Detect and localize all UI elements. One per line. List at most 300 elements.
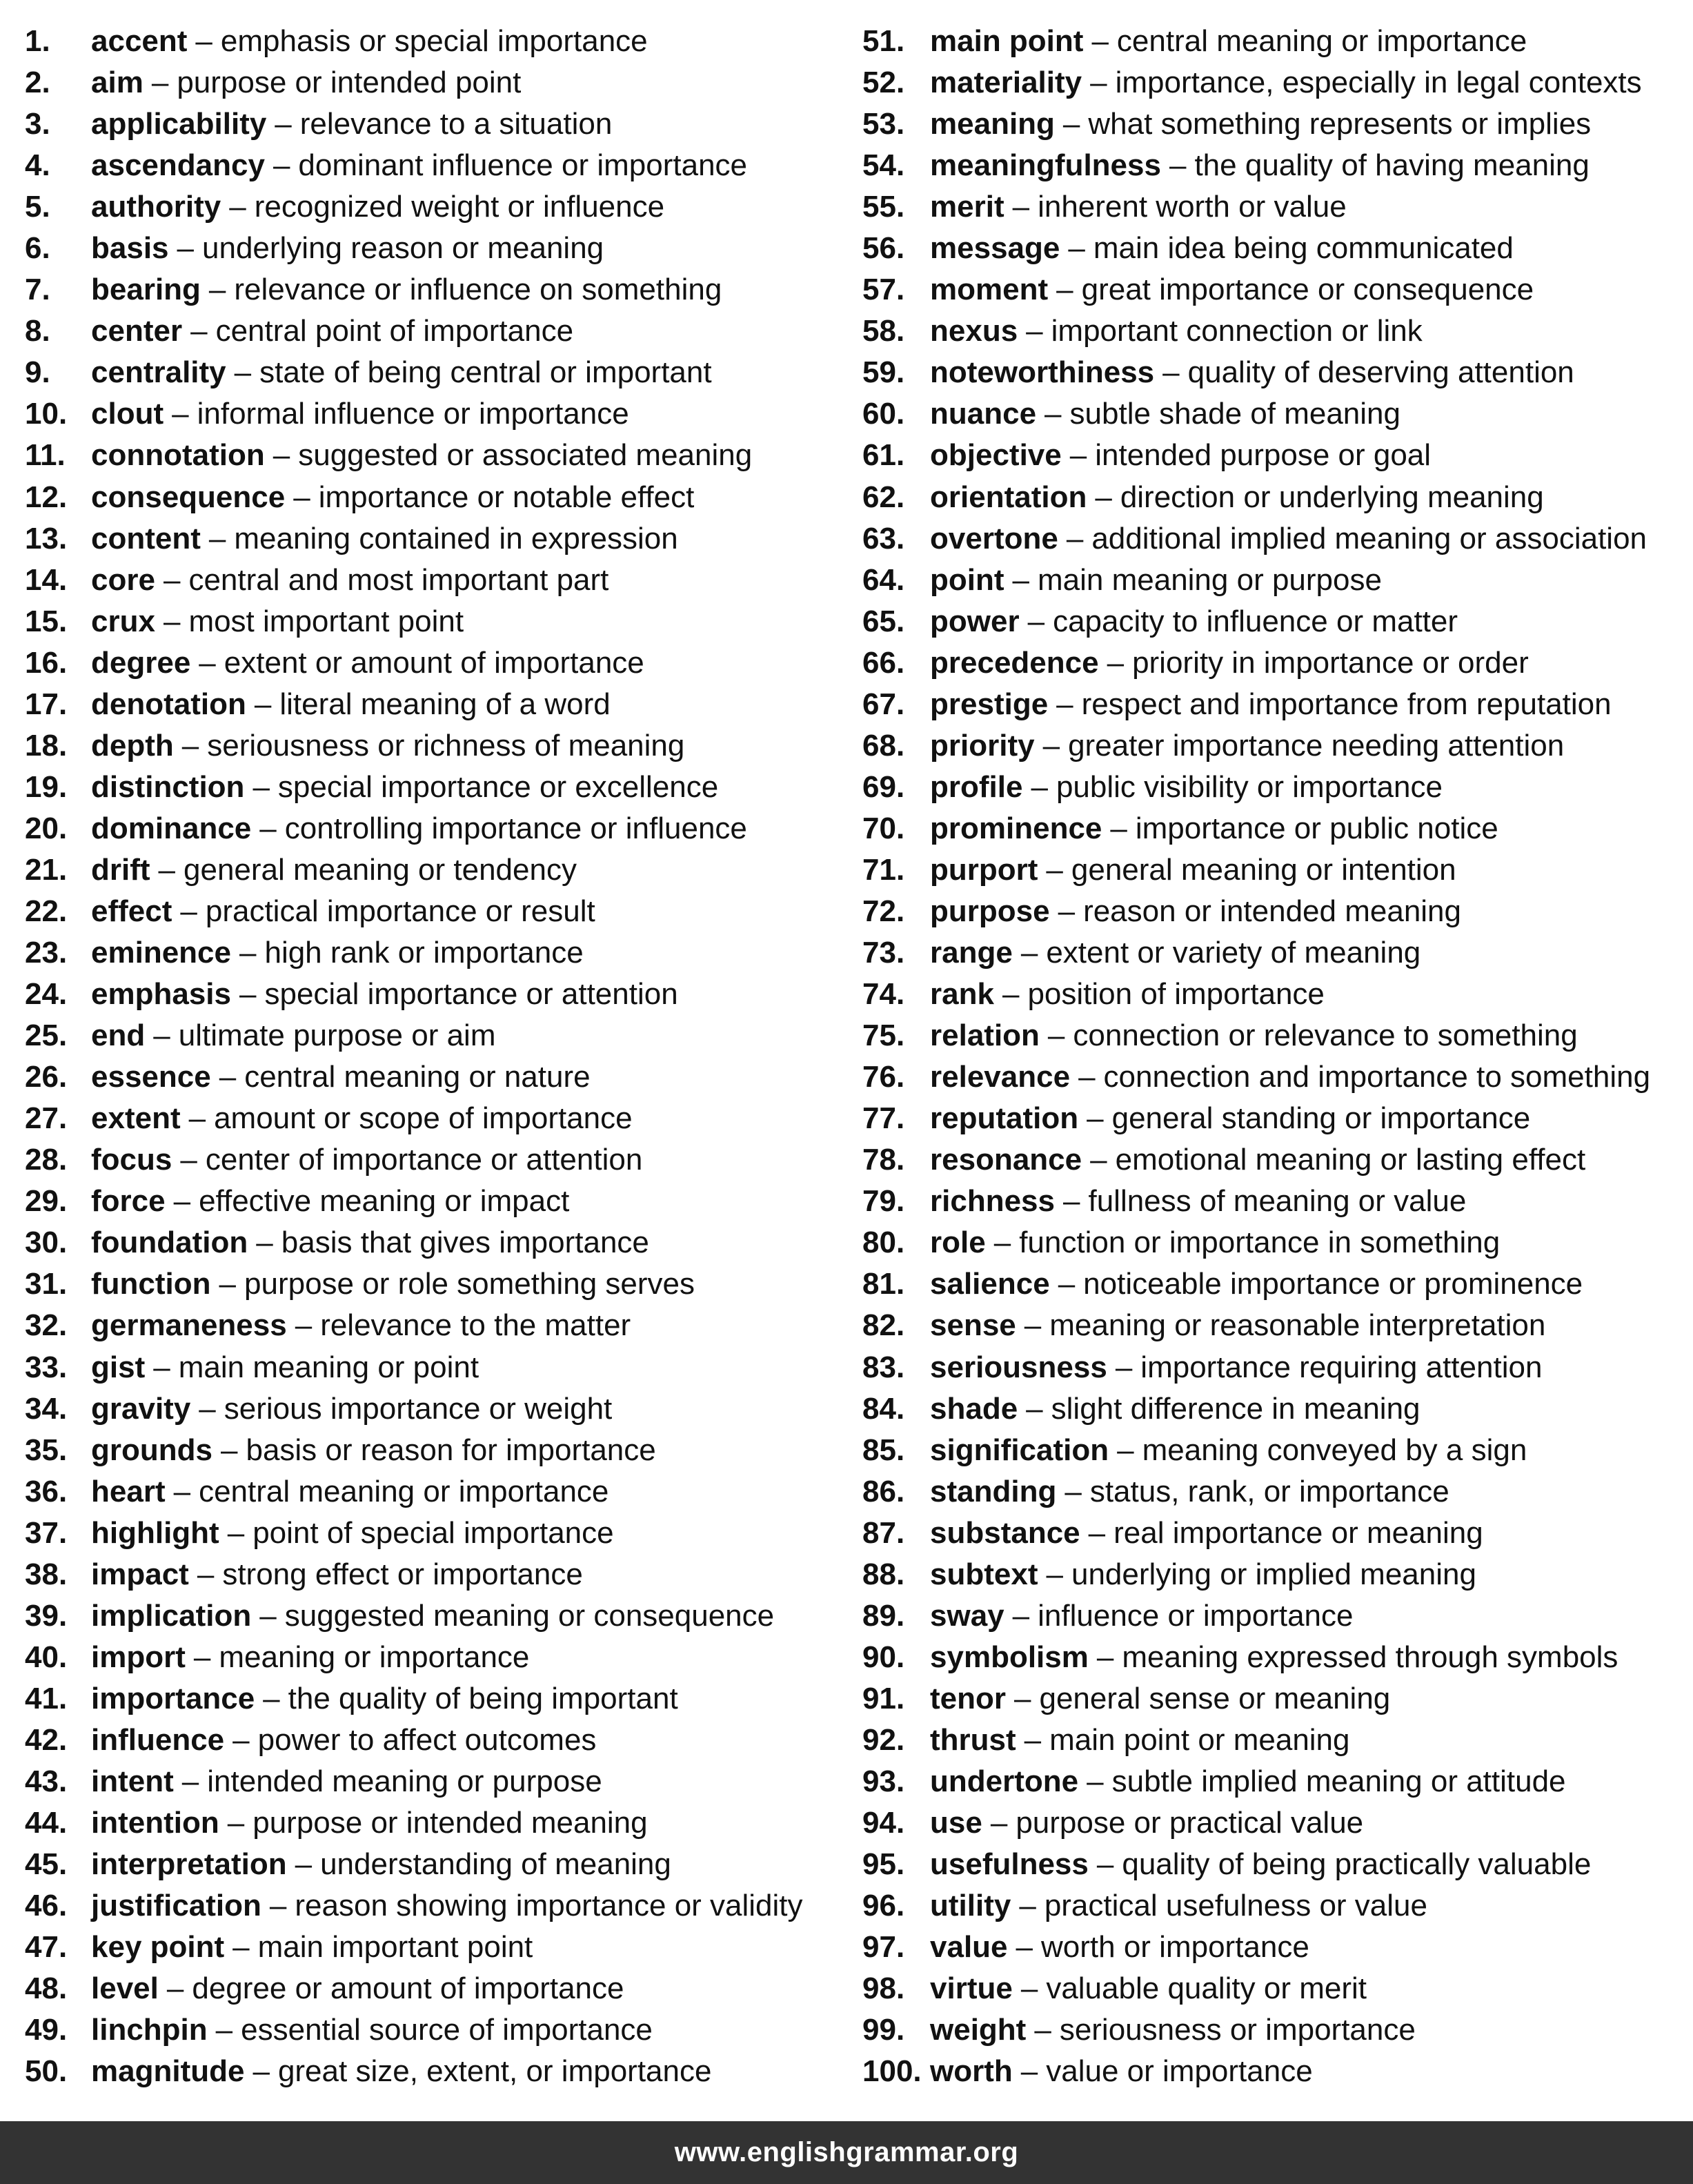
- item-definition: relevance to a situation: [299, 107, 613, 141]
- item-definition: meaning contained in expression: [234, 521, 678, 555]
- list-item: [25, 1098, 853, 1139]
- list-item: [862, 393, 1690, 435]
- item-word: symbolism: [930, 1640, 1089, 1674]
- item-number: 99.: [862, 2013, 905, 2047]
- item-definition: main meaning or purpose: [1038, 562, 1382, 597]
- item-separator: –: [1024, 1308, 1042, 1343]
- item-separator: –: [153, 1350, 170, 1384]
- item-number: 66.: [862, 645, 905, 680]
- list-item: [25, 145, 853, 186]
- item-number: 60.: [862, 397, 905, 431]
- item-definition: meaning expressed through symbols: [1122, 1640, 1618, 1674]
- list-item: [862, 642, 1690, 684]
- item-separator: –: [295, 1847, 313, 1882]
- item-separator: –: [1044, 397, 1062, 431]
- item-separator: –: [253, 769, 270, 804]
- list-item: [862, 891, 1690, 932]
- item-word: impact: [91, 1557, 189, 1591]
- footer-bar: [0, 2121, 1693, 2184]
- list-item: [25, 104, 853, 145]
- item-word: signification: [930, 1433, 1109, 1467]
- item-definition: emotional meaning or lasting effect: [1115, 1143, 1586, 1177]
- item-definition: controlling importance or influence: [284, 811, 747, 845]
- item-separator: –: [269, 1889, 287, 1923]
- item-number: 65.: [862, 604, 905, 638]
- item-word: magnitude: [91, 2054, 245, 2089]
- item-number: 80.: [862, 1226, 905, 1260]
- item-definition: connection or relevance to something: [1073, 1019, 1578, 1053]
- item-number: 6.: [25, 231, 50, 266]
- item-separator: –: [1068, 231, 1085, 266]
- item-definition: importance or notable effect: [318, 480, 695, 514]
- item-word: centrality: [91, 355, 226, 390]
- list-item: [862, 269, 1690, 311]
- item-number: 26.: [25, 1060, 68, 1094]
- list-item: [25, 1678, 853, 1720]
- item-definition: great size, extent, or importance: [277, 2054, 712, 2089]
- list-item: [862, 518, 1690, 560]
- item-definition: quality of deserving attention: [1187, 355, 1574, 390]
- item-definition: meaning or importance: [219, 1640, 530, 1674]
- item-separator: –: [220, 1433, 238, 1467]
- item-number: 24.: [25, 977, 68, 1012]
- item-definition: reason or intended meaning: [1083, 894, 1461, 928]
- item-number: 28.: [25, 1143, 68, 1177]
- item-word: shade: [930, 1391, 1018, 1426]
- list-item: [25, 1181, 853, 1222]
- item-definition: importance, especially in legal contexts: [1115, 66, 1642, 100]
- item-number: 55.: [862, 190, 905, 224]
- item-definition: most important point: [188, 604, 464, 638]
- item-word: virtue: [930, 1971, 1013, 2006]
- item-word: utility: [930, 1889, 1011, 1923]
- item-word: objective: [930, 438, 1062, 473]
- list-item: [25, 1263, 853, 1305]
- item-definition: suggested or associated meaning: [298, 438, 753, 473]
- item-definition: seriousness or richness of meaning: [207, 728, 685, 763]
- item-separator: –: [1096, 1847, 1114, 1882]
- item-definition: essential source of importance: [241, 2013, 653, 2047]
- item-definition: extent or amount of importance: [224, 645, 644, 680]
- item-number: 85.: [862, 1433, 905, 1467]
- item-number: 40.: [25, 1640, 68, 1674]
- item-number: 63.: [862, 521, 905, 555]
- item-definition: relevance to the matter: [320, 1308, 631, 1343]
- item-definition: reason showing importance or validity: [295, 1889, 803, 1923]
- item-number: 2.: [25, 66, 50, 100]
- item-word: essence: [91, 1060, 211, 1094]
- list-item: [862, 725, 1690, 767]
- item-number: 76.: [862, 1060, 905, 1094]
- item-word: implication: [91, 1598, 252, 1633]
- list-item: [25, 186, 853, 228]
- item-number: 47.: [25, 1930, 68, 1965]
- item-word: authority: [91, 190, 221, 224]
- item-word: extent: [91, 1101, 181, 1136]
- item-definition: relevance or influence on something: [234, 273, 722, 307]
- list-item: [862, 228, 1690, 269]
- list-item: [862, 311, 1690, 352]
- item-separator: –: [229, 190, 246, 224]
- list-item: [862, 974, 1690, 1015]
- item-separator: –: [173, 1474, 191, 1508]
- item-word: end: [91, 1019, 146, 1053]
- item-word: range: [930, 936, 1013, 970]
- list-item: [862, 808, 1690, 849]
- item-number: 83.: [862, 1350, 905, 1384]
- item-definition: state of being central or important: [259, 355, 712, 390]
- item-definition: ultimate purpose or aim: [178, 1019, 496, 1053]
- item-word: precedence: [930, 645, 1099, 680]
- item-definition: position of importance: [1027, 977, 1325, 1012]
- item-number: 78.: [862, 1143, 905, 1177]
- item-word: relation: [930, 1019, 1040, 1053]
- item-definition: status, rank, or importance: [1089, 1474, 1449, 1508]
- item-separator: –: [151, 66, 169, 100]
- item-separator: –: [173, 1184, 191, 1219]
- item-definition: importance or public notice: [1135, 811, 1498, 845]
- list-item: [862, 1139, 1690, 1181]
- item-word: resonance: [930, 1143, 1082, 1177]
- list-item: [25, 891, 853, 932]
- item-separator: –: [1012, 562, 1029, 597]
- list-item: [25, 1595, 853, 1637]
- item-word: distinction: [91, 769, 245, 804]
- item-definition: central meaning or importance: [199, 1474, 609, 1508]
- item-definition: special importance or attention: [264, 977, 678, 1012]
- item-number: 88.: [862, 1557, 905, 1591]
- item-separator: –: [177, 231, 194, 266]
- item-definition: effective meaning or impact: [199, 1184, 570, 1219]
- item-separator: –: [239, 977, 257, 1012]
- item-separator: –: [1058, 1267, 1076, 1301]
- item-separator: –: [1062, 107, 1080, 141]
- list-item: [25, 1056, 853, 1098]
- item-number: 33.: [25, 1350, 68, 1384]
- item-definition: important connection or link: [1051, 314, 1423, 348]
- item-word: overtone: [930, 521, 1058, 555]
- item-separator: –: [1090, 66, 1107, 100]
- item-separator: –: [172, 397, 189, 431]
- item-number: 18.: [25, 728, 68, 763]
- item-definition: meaning or reasonable interpretation: [1049, 1308, 1546, 1343]
- item-definition: central and most important part: [188, 562, 609, 597]
- item-separator: –: [273, 438, 290, 473]
- item-definition: the quality of being important: [288, 1681, 678, 1715]
- item-number: 51.: [862, 24, 905, 58]
- item-definition: valuable quality or merit: [1046, 1971, 1367, 2006]
- item-separator: –: [199, 645, 216, 680]
- item-separator: –: [197, 1557, 215, 1591]
- list-item: [25, 767, 853, 808]
- item-number: 84.: [862, 1391, 905, 1426]
- item-word: degree: [91, 645, 191, 680]
- item-word: rank: [930, 977, 994, 1012]
- item-definition: main idea being communicated: [1093, 231, 1514, 266]
- item-number: 9.: [25, 355, 50, 390]
- list-item: [25, 849, 853, 891]
- item-separator: –: [193, 1640, 211, 1674]
- item-number: 45.: [25, 1847, 68, 1882]
- item-number: 61.: [862, 438, 905, 473]
- item-word: noteworthiness: [930, 355, 1155, 390]
- item-definition: great importance or consequence: [1081, 273, 1534, 307]
- item-number: 92.: [862, 1722, 905, 1757]
- item-word: sway: [930, 1598, 1004, 1633]
- word-list-right-column: [862, 21, 1690, 2092]
- item-word: function: [91, 1267, 211, 1301]
- item-word: relevance: [930, 1060, 1071, 1094]
- item-number: 8.: [25, 314, 50, 348]
- item-number: 79.: [862, 1184, 905, 1219]
- item-separator: –: [1117, 1433, 1134, 1467]
- item-number: 64.: [862, 562, 905, 597]
- item-separator: –: [219, 1060, 237, 1094]
- list-item: [25, 1347, 853, 1388]
- item-separator: –: [208, 273, 226, 307]
- item-word: level: [91, 1971, 159, 2006]
- list-item: [25, 974, 853, 1015]
- item-definition: suggested meaning or consequence: [284, 1598, 775, 1633]
- item-word: point: [930, 562, 1004, 597]
- item-definition: underlying reason or meaning: [202, 231, 604, 266]
- item-separator: –: [1046, 852, 1063, 887]
- list-item: [862, 1802, 1690, 1844]
- item-definition: slight difference in meaning: [1051, 1391, 1420, 1426]
- item-separator: –: [1107, 645, 1125, 680]
- item-word: salience: [930, 1267, 1050, 1301]
- item-definition: inherent worth or value: [1038, 190, 1347, 224]
- item-word: import: [91, 1640, 186, 1674]
- item-number: 20.: [25, 811, 68, 845]
- item-definition: practical importance or result: [205, 894, 595, 928]
- item-number: 23.: [25, 936, 68, 970]
- list-item: [25, 1802, 853, 1844]
- list-item: [862, 104, 1690, 145]
- item-number: 49.: [25, 2013, 68, 2047]
- item-separator: –: [1034, 2013, 1051, 2047]
- list-item: [862, 1637, 1690, 1678]
- item-word: weight: [930, 2013, 1027, 2047]
- item-separator: –: [253, 2054, 270, 2089]
- item-separator: –: [1027, 604, 1045, 638]
- item-separator: –: [1096, 1640, 1114, 1674]
- item-word: heart: [91, 1474, 166, 1508]
- item-number: 16.: [25, 645, 68, 680]
- item-word: ascendancy: [91, 148, 265, 183]
- item-number: 69.: [862, 769, 905, 804]
- list-item: [25, 1554, 853, 1595]
- item-word: intent: [91, 1764, 174, 1798]
- item-word: sense: [930, 1308, 1016, 1343]
- item-number: 68.: [862, 728, 905, 763]
- item-word: subtext: [930, 1557, 1038, 1591]
- item-word: key point: [91, 1930, 225, 1965]
- item-word: orientation: [930, 480, 1087, 514]
- list-item: [25, 1139, 853, 1181]
- item-definition: main meaning or point: [178, 1350, 479, 1384]
- item-number: 30.: [25, 1226, 68, 1260]
- list-item: [862, 1927, 1690, 1968]
- item-definition: main important point: [257, 1930, 533, 1965]
- item-number: 41.: [25, 1681, 68, 1715]
- item-number: 73.: [862, 936, 905, 970]
- item-number: 54.: [862, 148, 905, 183]
- item-definition: recognized weight or influence: [254, 190, 665, 224]
- item-number: 38.: [25, 1557, 68, 1591]
- item-number: 44.: [25, 1806, 68, 1840]
- item-word: center: [91, 314, 183, 348]
- item-separator: –: [232, 1722, 250, 1757]
- list-item: [862, 684, 1690, 725]
- list-item: [862, 1347, 1690, 1388]
- item-word: moment: [930, 273, 1049, 307]
- item-definition: central meaning or nature: [244, 1060, 591, 1094]
- item-word: drift: [91, 852, 150, 887]
- item-separator: –: [180, 1143, 197, 1177]
- item-number: 35.: [25, 1433, 68, 1467]
- item-definition: underlying or implied meaning: [1071, 1557, 1476, 1591]
- list-item: [862, 560, 1690, 601]
- item-separator: –: [1020, 936, 1038, 970]
- item-definition: greater importance needing attention: [1068, 728, 1565, 763]
- item-word: prominence: [930, 811, 1102, 845]
- item-number: 98.: [862, 1971, 905, 2006]
- item-definition: meaning conveyed by a sign: [1142, 1433, 1527, 1467]
- item-number: 42.: [25, 1722, 68, 1757]
- item-definition: purpose or practical value: [1016, 1806, 1364, 1840]
- item-word: consequence: [91, 480, 286, 514]
- item-word: intention: [91, 1806, 219, 1840]
- item-number: 36.: [25, 1474, 68, 1508]
- list-item: [862, 1222, 1690, 1263]
- item-word: applicability: [91, 107, 267, 141]
- item-separator: –: [227, 1806, 245, 1840]
- item-word: reputation: [930, 1101, 1079, 1136]
- list-item: [25, 1844, 853, 1885]
- item-separator: –: [1066, 521, 1084, 555]
- item-separator: –: [1046, 1557, 1063, 1591]
- item-separator: –: [293, 480, 310, 514]
- item-definition: influence or importance: [1038, 1598, 1354, 1633]
- item-word: meaning: [930, 107, 1055, 141]
- item-definition: understanding of meaning: [320, 1847, 671, 1882]
- item-definition: central meaning or importance: [1116, 24, 1527, 58]
- item-definition: connection and importance to something: [1103, 1060, 1651, 1094]
- item-number: 39.: [25, 1598, 68, 1633]
- item-separator: –: [1110, 811, 1127, 845]
- footer-url[interactable]: www.englishgrammar.org: [674, 2137, 1019, 2167]
- item-separator: –: [163, 562, 181, 597]
- item-separator: –: [219, 1267, 236, 1301]
- item-number: 43.: [25, 1764, 68, 1798]
- item-number: 90.: [862, 1640, 905, 1674]
- item-definition: general meaning or tendency: [184, 852, 577, 887]
- item-separator: –: [227, 1515, 245, 1550]
- item-separator: –: [232, 1930, 250, 1965]
- item-separator: –: [1014, 1681, 1031, 1715]
- item-definition: priority in importance or order: [1132, 645, 1529, 680]
- item-separator: –: [181, 728, 199, 763]
- item-number: 57.: [862, 273, 905, 307]
- item-word: message: [930, 231, 1060, 266]
- item-separator: –: [1087, 1764, 1104, 1798]
- item-word: richness: [930, 1184, 1055, 1219]
- item-separator: –: [1026, 1391, 1043, 1426]
- item-number: 5.: [25, 190, 50, 224]
- list-item: [25, 1513, 853, 1554]
- item-number: 7.: [25, 273, 50, 307]
- item-word: substance: [930, 1515, 1080, 1550]
- item-definition: seriousness or importance: [1059, 2013, 1416, 2047]
- item-separator: –: [163, 604, 181, 638]
- item-number: 1.: [25, 24, 50, 58]
- item-number: 89.: [862, 1598, 905, 1633]
- item-number: 46.: [25, 1889, 68, 1923]
- item-number: 32.: [25, 1308, 68, 1343]
- item-separator: –: [188, 1101, 206, 1136]
- item-definition: center of importance or attention: [205, 1143, 643, 1177]
- item-word: purpose: [930, 894, 1050, 928]
- item-separator: –: [1002, 977, 1020, 1012]
- list-item: [25, 62, 853, 104]
- list-item: [25, 642, 853, 684]
- list-item: [25, 393, 853, 435]
- item-number: 13.: [25, 521, 68, 555]
- item-definition: additional implied meaning or association: [1091, 521, 1647, 555]
- item-separator: –: [273, 148, 290, 183]
- item-definition: purpose or role something serves: [244, 1267, 695, 1301]
- item-separator: –: [1016, 1930, 1033, 1965]
- item-definition: informal influence or importance: [197, 397, 629, 431]
- item-number: 4.: [25, 148, 50, 183]
- item-separator: –: [1012, 1598, 1030, 1633]
- item-definition: importance requiring attention: [1140, 1350, 1543, 1384]
- item-separator: –: [1024, 1722, 1042, 1757]
- list-item: [862, 2009, 1690, 2051]
- item-definition: power to affect outcomes: [257, 1722, 597, 1757]
- item-separator: –: [1020, 1971, 1038, 2006]
- list-item: [25, 1761, 853, 1802]
- list-item: [862, 1056, 1690, 1098]
- list-item: [25, 932, 853, 974]
- list-item: [862, 1595, 1690, 1637]
- item-word: crux: [91, 604, 155, 638]
- list-item: [25, 1015, 853, 1056]
- list-item: [25, 311, 853, 352]
- item-separator: –: [153, 1019, 170, 1053]
- item-separator: –: [1095, 480, 1112, 514]
- item-word: nuance: [930, 397, 1037, 431]
- item-number: 86.: [862, 1474, 905, 1508]
- list-item: [862, 1015, 1690, 1056]
- list-item: [25, 1430, 853, 1471]
- item-separator: –: [295, 1308, 313, 1343]
- item-word: connotation: [91, 438, 265, 473]
- item-word: priority: [930, 728, 1035, 763]
- item-separator: –: [1031, 769, 1048, 804]
- item-number: 77.: [862, 1101, 905, 1136]
- item-number: 53.: [862, 107, 905, 141]
- item-separator: –: [195, 24, 212, 58]
- item-definition: practical usefulness or value: [1044, 1889, 1427, 1923]
- item-word: dominance: [91, 811, 252, 845]
- item-definition: intended meaning or purpose: [207, 1764, 602, 1798]
- item-number: 74.: [862, 977, 905, 1012]
- item-definition: respect and importance from reputation: [1081, 687, 1612, 721]
- list-item: [25, 228, 853, 269]
- list-item: [862, 145, 1690, 186]
